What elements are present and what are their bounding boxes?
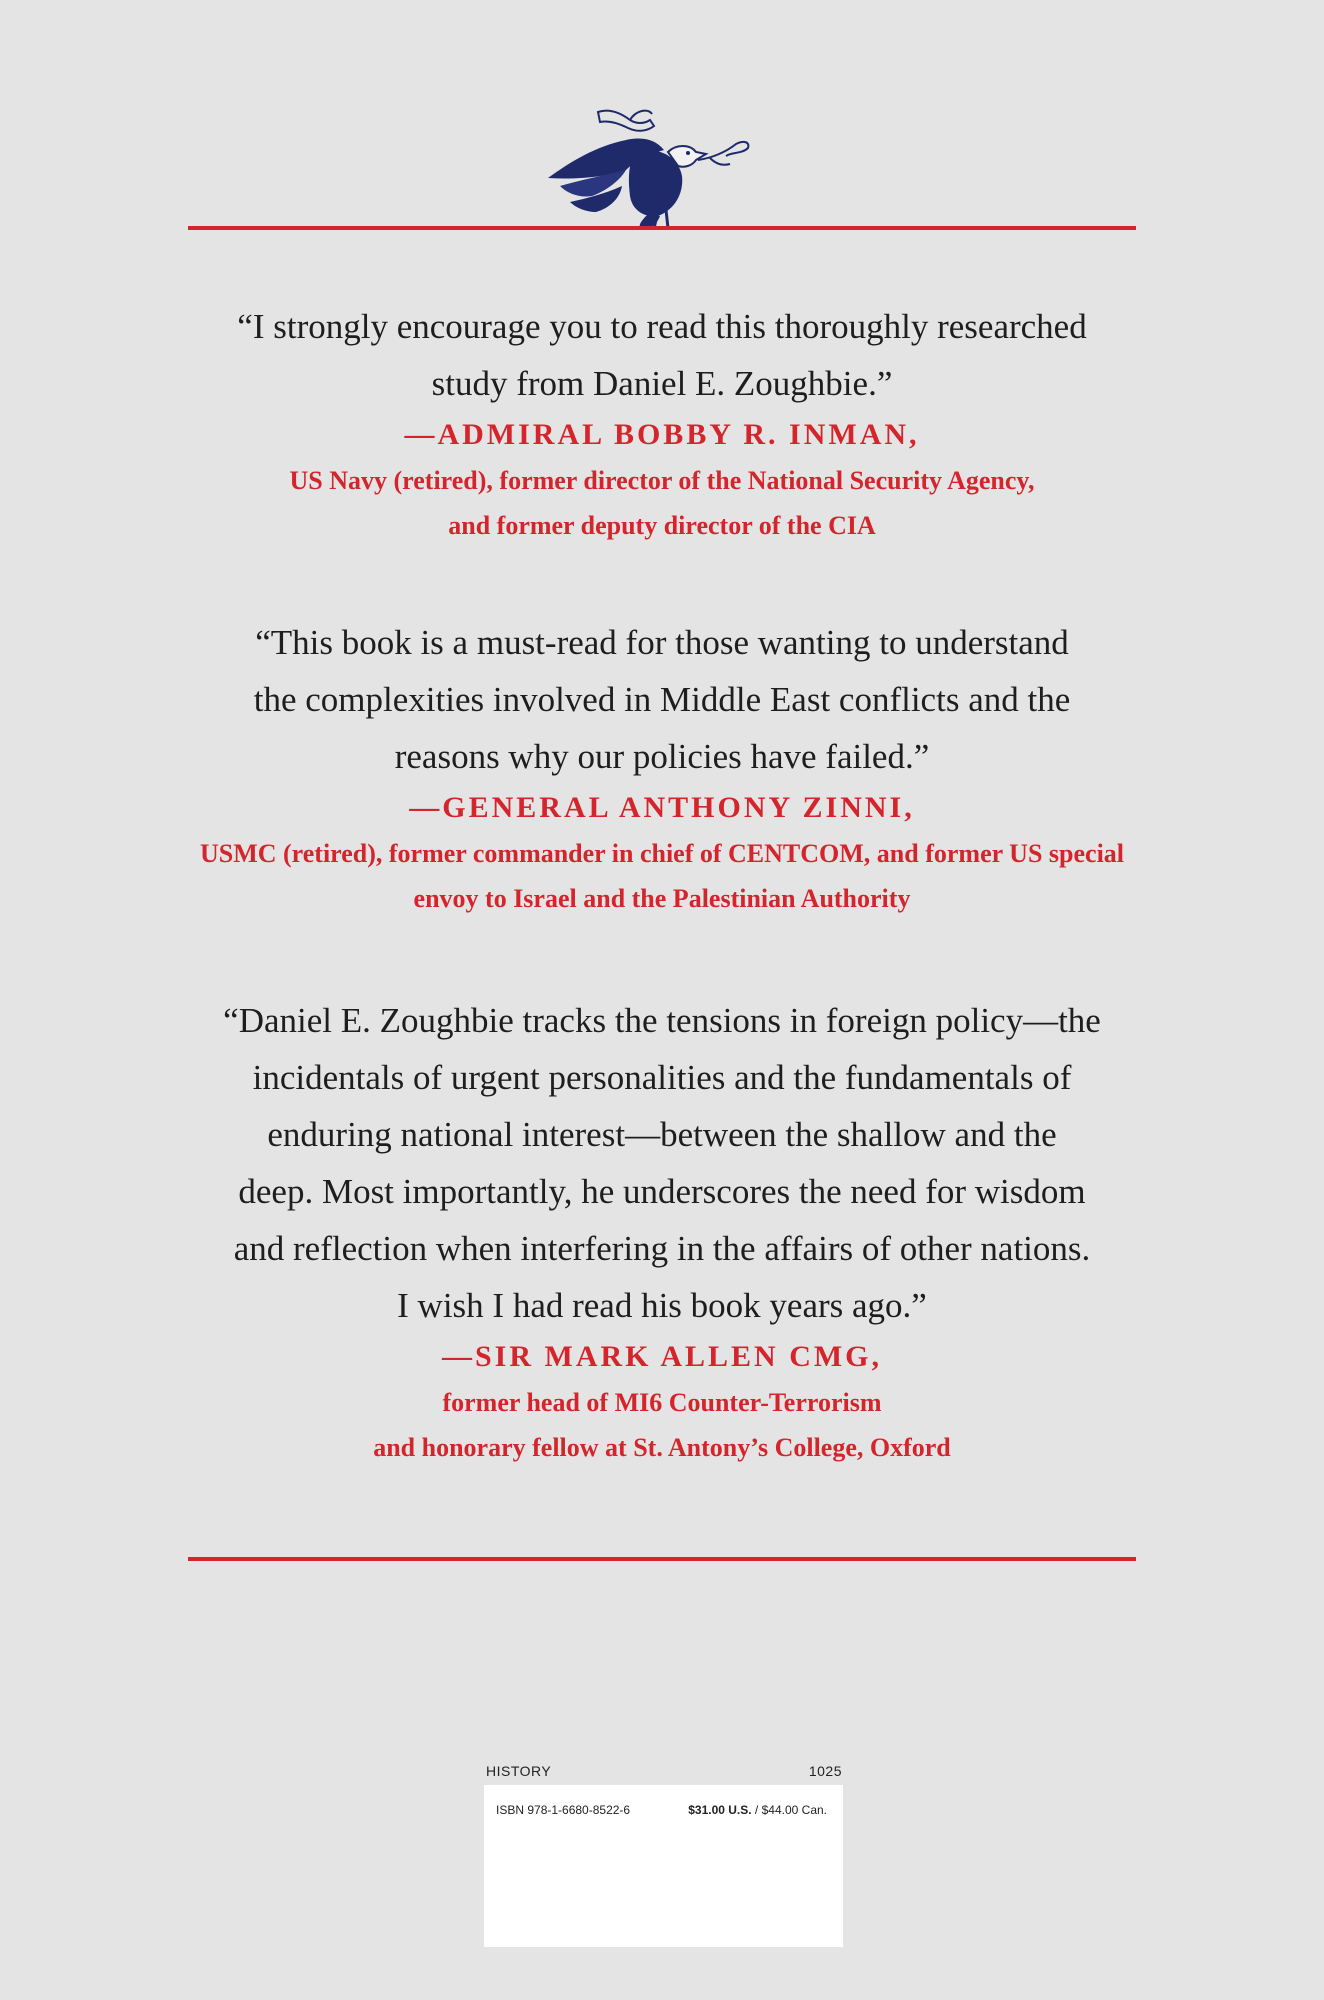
blurb-author-description xyxy=(170,831,1154,921)
quote-line: study from Daniel E. Zoughbie.” xyxy=(431,364,893,403)
blurb-inman xyxy=(170,298,1154,548)
quote-line: enduring national interest—between the shallow and the xyxy=(267,1115,1057,1154)
quote-line: “This book is a must-read for those wanting to understand xyxy=(255,623,1069,662)
quote-line: incidentals of urgent personalities and the fundamentals of xyxy=(252,1058,1072,1097)
bottom-divider xyxy=(188,1557,1136,1561)
blurb-allen xyxy=(170,992,1154,1470)
quote-line: and reflection when interfering in the affairs of other nations. xyxy=(233,1229,1091,1268)
category-code: 1025 xyxy=(808,1763,842,1779)
description-line: former head of MI6 Counter-Terrorism xyxy=(442,1388,882,1417)
description-line: USMC (retired), former commander in chief of CENTCOM, and former US special xyxy=(199,839,1125,868)
blurb-quote xyxy=(170,298,1154,412)
description-line: and former deputy director of the CIA xyxy=(448,511,876,540)
price-label xyxy=(688,1803,827,1817)
description-line: US Navy (retired), former director of the National Security Agency, xyxy=(289,466,1035,495)
price-can: $44.00 Can. xyxy=(761,1803,827,1817)
blurb-zinni xyxy=(170,614,1154,921)
barcode-box xyxy=(484,1785,843,1947)
blurb-author-name: —GENERAL ANTHONY ZINNI, xyxy=(409,791,915,824)
top-divider xyxy=(188,226,1136,230)
eagle-icon xyxy=(540,100,765,235)
isbn-label: ISBN 978-1-6680-8522-6 xyxy=(496,1803,631,1817)
price-us: $31.00 U.S. xyxy=(688,1803,752,1817)
blurb-quote xyxy=(170,992,1154,1334)
category-label: HISTORY xyxy=(486,1763,552,1779)
blurb-author-name: —SIR MARK ALLEN CMG, xyxy=(441,1340,883,1373)
quote-line: I wish I had read his book years ago.” xyxy=(397,1286,927,1325)
blurb-author-description xyxy=(170,458,1154,548)
blurb-author-name: —ADMIRAL BOBBY R. INMAN, xyxy=(404,418,920,451)
blurb-quote xyxy=(170,614,1154,785)
price-separator: / xyxy=(751,1803,762,1817)
description-line: and honorary fellow at St. Antony’s College, Oxford xyxy=(373,1433,951,1462)
blurb-author-description xyxy=(170,1380,1154,1470)
quote-line: reasons why our policies have failed.” xyxy=(394,737,930,776)
description-line: envoy to Israel and the Palestinian Authority xyxy=(413,884,911,913)
barcode-header xyxy=(484,1763,844,1785)
quote-line: “I strongly encourage you to read this thoroughly researched xyxy=(237,307,1087,346)
quote-line: the complexities involved in Middle East conflicts and the xyxy=(253,680,1071,719)
quote-line: “Daniel E. Zoughbie tracks the tensions in foreign policy—the xyxy=(223,1001,1101,1040)
barcode-area xyxy=(484,1763,844,1947)
quote-line: deep. Most importantly, he underscores the need for wisdom xyxy=(238,1172,1086,1211)
